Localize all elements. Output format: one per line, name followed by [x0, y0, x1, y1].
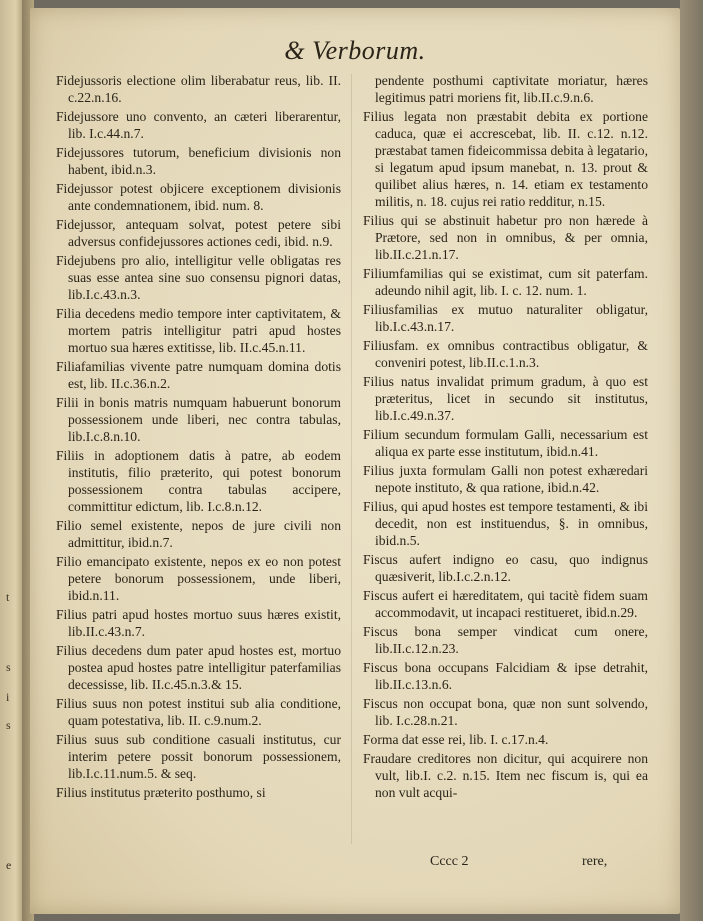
index-entry: Fiscus aufert ei hæreditatem, qui tacitè fidem suam accommodavit, ut incapaci restitueret, ibid.n.29.: [363, 588, 648, 620]
page-stack-edge: [680, 0, 703, 921]
index-entry: Filiusfam. ex omnibus contractibus obligatur, & conveniri potest, lib.II.c.1.n.3.: [363, 338, 648, 370]
index-entry: Fidejussores tutorum, beneficium divisionis non habent, ibid.n.3.: [56, 145, 341, 177]
catchword: rere,: [582, 854, 608, 869]
index-entry: Filia decedens medio tempore inter captivitatem, & mortem patris intelligitur patri apud hostes mortuo sua hæres extitisse, lib. II.c.45.n.11.: [56, 306, 341, 355]
index-entry: Filius suus sub conditione casuali institutus, cur interim petere possit bonorum possessionem, lib.I.c.11.num.5. & seq.: [56, 732, 341, 781]
index-entry: Filio emancipato existente, nepos ex eo non potest petere bonorum possessionem, unde liberi, ibid.n.11.: [56, 554, 341, 603]
index-entry: Filio semel existente, nepos de jure civili non admittitur, ibid.n.7.: [56, 518, 341, 550]
index-entry: Fidejussore uno convento, an cæteri liberarentur, lib. I.c.44.n.7.: [56, 109, 341, 141]
left-column: [56, 72, 341, 803]
index-entry: Fraudare creditores non dicitur, qui acquirere non vult, lib.I. c.2. n.15. Item nec fiscum is, qui ea non vult acqui-: [363, 751, 648, 800]
index-entry: Filius qui se abstinuit habetur pro non hærede à Prætore, sed non in omnibus, & per omnia, lib.II.c.21.n.17.: [363, 213, 648, 262]
index-entry: Fiscus non occupat bona, quæ non sunt solvendo, lib. I.c.28.n.21.: [363, 696, 648, 728]
index-entry: Filii in bonis matris numquam habuerunt bonorum possessionem unde liberi, nec contra tabulas, lib.I.c.8.n.10.: [56, 395, 341, 444]
index-entry: Filium secundum formulam Galli, necessarium est aliqua ex parte esse institutum, ibid.n.41.: [363, 427, 648, 459]
index-entry: Fidejussor potest objicere exceptionem divisionis ante condemnationem, ibid. num. 8.: [56, 181, 341, 213]
index-entry: Filius juxta formulam Galli non potest exhæredari nepote instituto, & qua ratione, ibid.n.42.: [363, 463, 648, 495]
continued-entry: pendente posthumi captivitate moriatur, hæres legitimus patri moriens fit, lib.II.c.9.n.6.: [375, 73, 648, 105]
index-entry: Fiscus bona semper vindicat cum onere, lib.II.c.12.n.23.: [363, 624, 648, 656]
index-entry: Fidejussoris electione olim liberabatur reus, lib. II. c.22.n.16.: [56, 73, 341, 105]
index-entry: Filius, qui apud hostes est tempore testamenti, & ibi decedit, non est instituendus, §. in omnibus, ibid.n.5.: [363, 499, 648, 548]
index-entry: Filius suus non potest institui sub alia conditione, quam potestativa, lib. II. c.9.num.2.: [56, 696, 341, 728]
left-page-edge: [0, 0, 22, 921]
index-entry: Filius legata non præstabit debita ex portione caduca, quæ ei accrescebat, lib. II. c.12. n.12. præstabat tamen fideicommissa debita à legatario, si legatum apud ipsum manebat, n. 13. prout & quilibet alius hæres, n. 14. etiam ex testamento militis, n. 18. cujus rei ratio redditur, n.15.: [363, 109, 648, 209]
left-page-fragment: s: [6, 660, 11, 674]
signature-mark: Cccc 2: [430, 854, 469, 869]
running-header: & Verborum.: [284, 36, 426, 65]
index-entry: Filius natus invalidat primum gradum, à quo est præteritus, licet in secundo sit institutus, lib.I.c.49.n.37.: [363, 374, 648, 423]
index-entry: Filius decedens dum pater apud hostes est, mortuo postea apud hostes patre intelligitur paterfamilias decessisse, lib. II.c.45.n.3.& 15.: [56, 643, 341, 692]
index-entry: Filius institutus præterito posthumo, si: [56, 785, 266, 800]
index-entry: Fiscus aufert indigno eo casu, quo indignus quæsiverit, lib.I.c.2.n.12.: [363, 552, 648, 584]
left-page-fragment: s: [6, 718, 11, 732]
right-column: [363, 72, 648, 803]
index-entry: Fiscus bona occupans Falcidiam & ipse detrahit, lib.II.c.13.n.6.: [363, 660, 648, 692]
column-divider: [351, 74, 352, 844]
left-page-fragment: i: [6, 690, 10, 704]
left-page-fragment: e: [6, 858, 12, 872]
index-entry: Filiis in adoptionem datis à patre, ab eodem institutis, filio præterito, qui potest bonorum possessionem contra tabulas accipere, committitur edictum, lib. I.c.8.n.12.: [56, 448, 341, 514]
index-entry: Filius patri apud hostes mortuo suus hæres existit, lib.II.c.43.n.7.: [56, 607, 341, 639]
index-entry: Forma dat esse rei, lib. I. c.17.n.4.: [363, 732, 549, 747]
index-entry: Fidejussor, antequam solvat, potest petere sibi adversus confidejussores actiones cedi, ibid. n.9.: [56, 217, 341, 249]
left-page-fragment: t: [6, 590, 10, 604]
index-entry: Fidejubens pro alio, intelligitur velle obligatas res suas esse antea sine suo consensu pignori datas, lib.I.c.43.n.3.: [56, 253, 341, 302]
index-entry: Filiumfamilias qui se existimat, cum sit paterfam. adeundo nihil agit, lib. I. c. 12. num. 1.: [363, 266, 648, 298]
index-page: [30, 8, 680, 914]
index-entry: Filiafamilias vivente patre numquam domina dotis est, lib. II.c.36.n.2.: [56, 359, 341, 391]
index-entry: Filiusfamilias ex mutuo naturaliter obligatur, lib.I.c.43.n.17.: [363, 302, 648, 334]
